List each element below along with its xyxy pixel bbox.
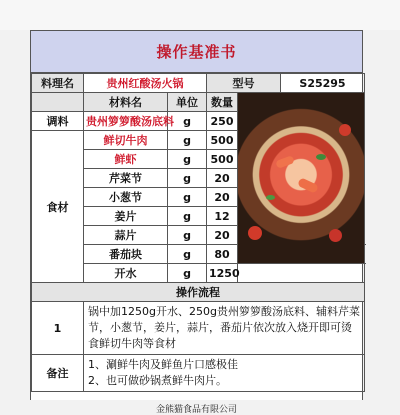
header-row xyxy=(32,93,365,112)
model-label: 型号 xyxy=(207,74,281,93)
tomato-shape xyxy=(339,124,351,136)
model-value: S25295 xyxy=(281,74,365,93)
ingredients-category: 食材 xyxy=(32,131,84,283)
ingredient-name: 开水 xyxy=(84,264,168,283)
ingredient-qty: 500 xyxy=(207,131,238,150)
header-blank xyxy=(32,93,84,112)
ingredient-unit: g xyxy=(168,245,207,264)
hotpot-photo xyxy=(238,93,364,263)
recipe-table xyxy=(31,73,365,392)
shrimp-shape xyxy=(275,155,295,169)
seasoning-name: 贵州箩箩酸汤底料 xyxy=(84,112,168,131)
company-name: 金熊猫食品有限公司 xyxy=(155,405,237,415)
ingredient-name: 番茄块 xyxy=(84,245,168,264)
ingredient-unit: g xyxy=(168,150,207,169)
ingredient-unit: g xyxy=(168,207,207,226)
process-heading-row xyxy=(32,283,365,302)
ingredient-qty: 1250 xyxy=(207,264,238,283)
dish-photo-cell xyxy=(238,93,365,264)
document-page xyxy=(30,30,363,415)
ingredient-name: 小葱节 xyxy=(84,188,168,207)
herb-shape xyxy=(266,195,275,200)
ingredient-qty: 20 xyxy=(207,188,238,207)
ingredient-unit: g xyxy=(168,188,207,207)
ingredient-qty: 500 xyxy=(207,150,238,169)
header-unit: 单位 xyxy=(168,93,207,112)
notes-content xyxy=(84,355,365,392)
process-heading: 操作流程 xyxy=(32,283,365,302)
dish-name-label: 料理名 xyxy=(32,74,84,93)
ingredient-qty: 20 xyxy=(207,226,238,245)
process-step-row xyxy=(32,302,365,355)
tomato-shape xyxy=(248,226,262,240)
ingredient-name: 芹菜节 xyxy=(84,169,168,188)
blank-cell xyxy=(238,264,365,283)
seasoning-category: 调料 xyxy=(32,112,84,131)
ingredient-name: 鲜切牛肉 xyxy=(84,131,168,150)
ingredient-unit: g xyxy=(168,131,207,150)
document-title: 操作基准书 xyxy=(31,31,362,73)
step-text: 锅中加1250g开水、250g贵州箩箩酸汤底料、辅料芹菜节，小葱节，姜片，蒜片，番茄片依次放入烧开即可烫食鲜切牛肉等食材 xyxy=(84,302,365,355)
seasoning-qty: 250 xyxy=(207,112,238,131)
shrimp-shape xyxy=(298,178,320,195)
ingredient-name: 蒜片 xyxy=(84,226,168,245)
ingredient-qty: 80 xyxy=(207,245,238,264)
ingredient-qty: 20 xyxy=(207,169,238,188)
notes-label: 备注 xyxy=(32,355,84,392)
ingredient-unit: g xyxy=(168,226,207,245)
ingredient-qty: 12 xyxy=(207,207,238,226)
top-strip xyxy=(0,0,400,30)
ingredient-unit: g xyxy=(168,264,207,283)
note-line: 2、也可做砂锅煮鲜牛肉片。 xyxy=(88,374,227,387)
seasoning-unit: g xyxy=(168,112,207,131)
herb-shape xyxy=(316,154,326,160)
ingredient-unit: g xyxy=(168,169,207,188)
header-material: 材料名 xyxy=(84,93,168,112)
dish-name-value: 贵州红酸汤火锅 xyxy=(84,74,207,93)
notes-row xyxy=(32,355,365,392)
ingredient-name: 鲜虾 xyxy=(84,150,168,169)
note-line: 1、涮鲜牛肉及鲜鱼片口感极佳 xyxy=(88,358,238,371)
tomato-shape xyxy=(329,229,342,242)
header-qty: 数量 xyxy=(207,93,238,112)
name-row xyxy=(32,74,365,93)
step-number: 1 xyxy=(32,302,84,355)
ingredient-name: 姜片 xyxy=(84,207,168,226)
